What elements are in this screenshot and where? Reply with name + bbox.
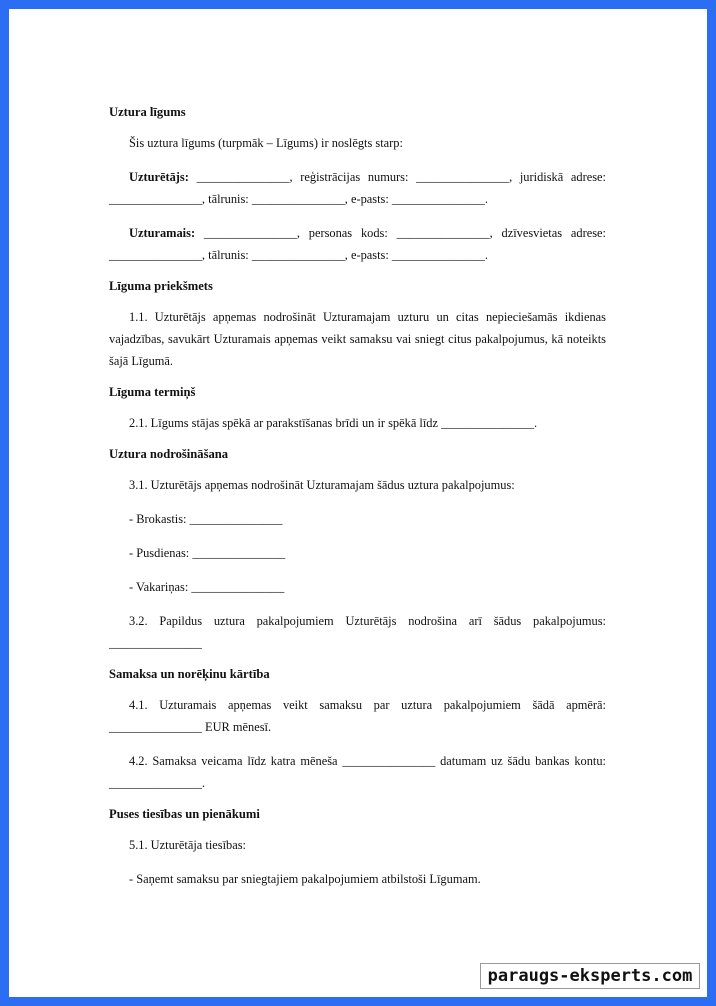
list-item-breakfast: - Brokastis: _______________: [129, 512, 283, 526]
clause-3-1: 3.1. Uzturētājs apņemas nodrošināt Uzturamajam šādus uztura pakalpojumus:: [129, 478, 515, 492]
recipient-paragraph: [109, 222, 606, 266]
list-item-lunch: - Pusdienas: _______________: [129, 546, 286, 560]
section-heading-term: Līguma termiņš: [109, 385, 196, 399]
section-heading-rights: Puses tiesības un pienākumi: [109, 807, 260, 821]
recipient-details: _______________, personas kods: _______________, dzīvesvietas adrese: _______________, tālrunis: _______________, e-pasts: _______________.: [109, 226, 606, 262]
clause-2-1: 2.1. Līgums stājas spēkā ar parakstīšanas brīdi un ir spēkā līdz _______________.: [129, 416, 538, 430]
clause-3-2: 3.2. Papildus uztura pakalpojumiem Uzturētājs nodrošina arī šādus pakalpojumus: _______________: [109, 614, 606, 650]
provider-paragraph: [109, 166, 606, 210]
clause-4-1: 4.1. Uzturamais apņemas veikt samaksu par uztura pakalpojumiem šādā apmērā: _______________ EUR mēnesī.: [109, 698, 606, 734]
section-heading-provision: Uztura nodrošināšana: [109, 447, 229, 461]
section-heading-payment: Samaksa un norēķinu kārtība: [109, 667, 270, 681]
section-heading-subject: Līguma priekšmets: [109, 279, 213, 293]
clause-5-1: 5.1. Uzturētāja tiesības:: [129, 838, 246, 852]
clause-1-1: 1.1. Uzturētājs apņemas nodrošināt Uzturamajam uzturu un citas nepieciešamās ikdienas vajadzības, savukārt Uzturamais apņemas veikt samaksu vai sniegt citus pakalpojumus, kā noteikts šajā Līgumā.: [109, 310, 606, 368]
list-item-receive-payment: - Saņemt samaksu par sniegtajiem pakalpojumiem atbilstoši Līgumam.: [129, 872, 481, 886]
recipient-label: Uzturamais:: [129, 226, 196, 240]
watermark-badge: paraugs-eksperts.com: [480, 963, 700, 989]
document-body: [109, 104, 606, 890]
provider-label: Uzturētājs:: [129, 170, 189, 184]
clause-4-2: 4.2. Samaksa veicama līdz katra mēneša _______________ datumam uz šādu bankas kontu: _______________.: [109, 754, 606, 790]
provider-details: _______________, reģistrācijas numurs: _______________, juridiskā adrese: _______________, tālrunis: _______________, e-pasts: _______________.: [109, 170, 606, 206]
intro-paragraph: Šis uztura līgums (turpmāk – Līgums) ir noslēgts starp:: [129, 136, 403, 150]
list-item-dinner: - Vakariņas: _______________: [129, 580, 285, 594]
document-title: Uztura līgums: [109, 105, 186, 119]
document-page: [9, 9, 707, 997]
